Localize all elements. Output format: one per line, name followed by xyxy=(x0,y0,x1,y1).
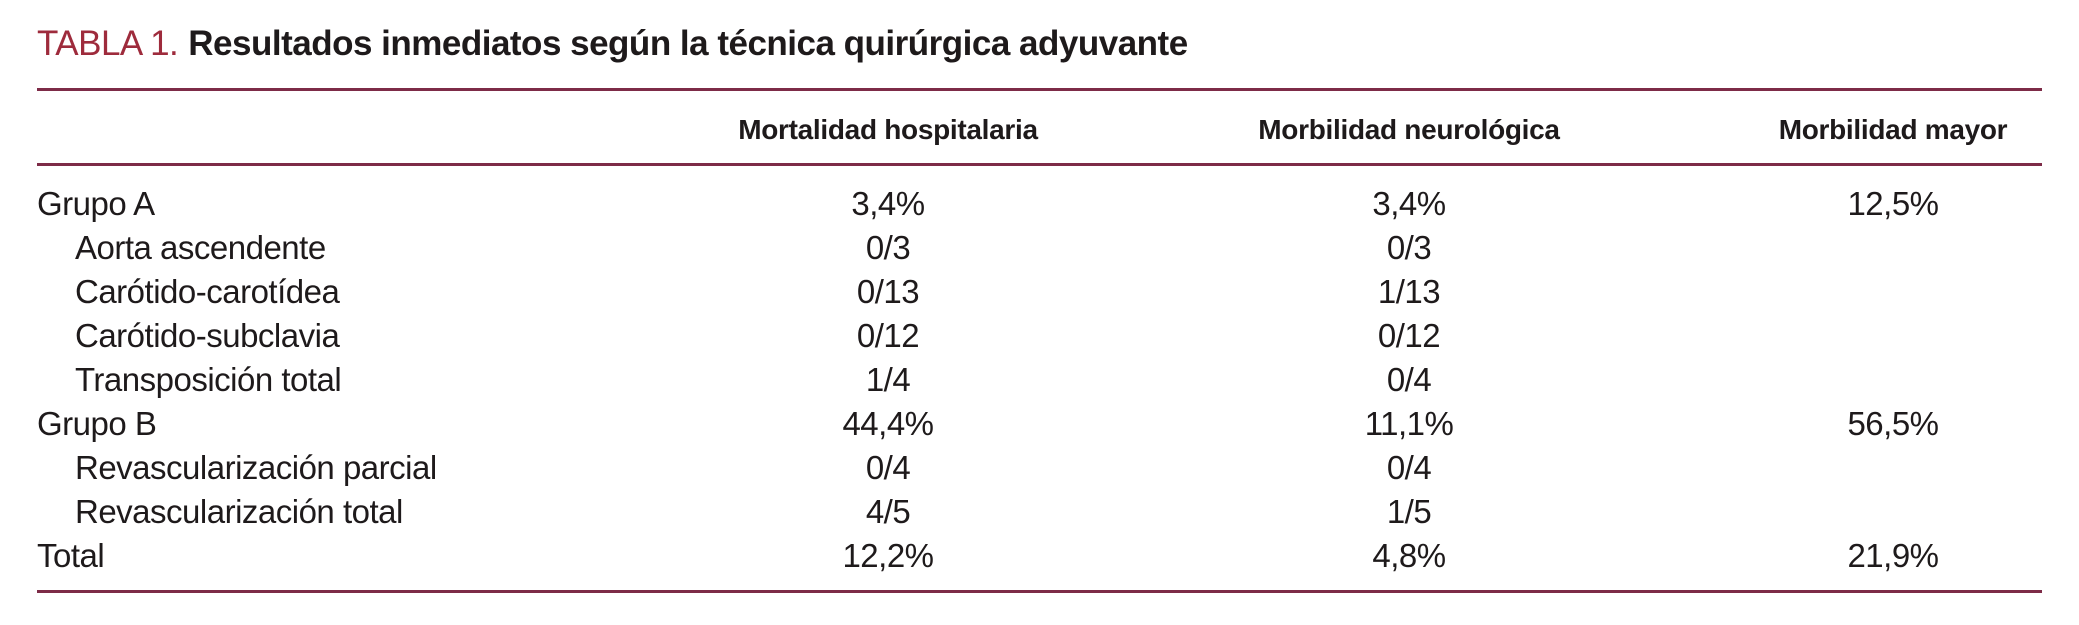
value-cell: 21,9% xyxy=(1847,537,1939,574)
value-cell: 3,4% xyxy=(1372,185,1446,222)
row-label: Aorta ascendente xyxy=(75,229,326,266)
value-cell: 56,5% xyxy=(1847,405,1939,442)
corner-cell xyxy=(37,90,702,165)
results-table xyxy=(37,88,2042,593)
table-row xyxy=(37,402,2042,446)
table-row xyxy=(37,490,2042,534)
value-cell xyxy=(1744,270,2042,314)
value-cell: 12,5% xyxy=(1847,185,1939,222)
column-header-mortalidad-hospitalaria: Mortalidad hospitalaria xyxy=(702,90,1074,165)
value-cell: 0/4 xyxy=(1386,449,1432,486)
value-cell: 0/3 xyxy=(1386,229,1432,266)
value-cell: 3,4% xyxy=(851,185,925,222)
value-cell: 1/4 xyxy=(865,361,911,398)
value-cell: 4/5 xyxy=(865,493,911,530)
table-figure xyxy=(37,0,2042,593)
table-body xyxy=(37,165,2042,592)
table-row xyxy=(37,314,2042,358)
value-cell xyxy=(1744,490,2042,534)
value-cell xyxy=(1744,226,2042,270)
table-row xyxy=(37,534,2042,592)
table-row xyxy=(37,226,2042,270)
value-cell: 0/3 xyxy=(865,229,911,266)
column-header-morbilidad-neurologica: Morbilidad neurológica xyxy=(1074,90,1744,165)
column-header-morbilidad-mayor: Morbilidad mayor xyxy=(1744,90,2042,165)
value-cell: 11,1% xyxy=(1364,405,1454,442)
value-cell: 1/5 xyxy=(1386,493,1432,530)
table-header xyxy=(37,90,2042,165)
row-label: Carótido-subclavia xyxy=(75,317,340,354)
value-cell: 0/4 xyxy=(865,449,911,486)
row-label: Revascularización total xyxy=(75,493,403,530)
table-row xyxy=(37,358,2042,402)
table-caption-label: TABLA 1. xyxy=(37,24,179,63)
header-row xyxy=(37,90,2042,165)
value-cell: 0/13 xyxy=(856,273,920,310)
table-caption-title: Resultados inmediatos según la técnica quirúrgica adyuvante xyxy=(188,24,1188,63)
value-cell: 0/12 xyxy=(856,317,920,354)
row-label: Grupo B xyxy=(37,405,157,442)
row-label: Grupo A xyxy=(37,185,155,222)
value-cell: 0/4 xyxy=(1386,361,1432,398)
value-cell xyxy=(1744,446,2042,490)
row-label: Total xyxy=(37,537,105,574)
value-cell xyxy=(1744,314,2042,358)
value-cell xyxy=(1744,358,2042,402)
value-cell: 4,8% xyxy=(1372,537,1446,574)
value-cell: 0/12 xyxy=(1377,317,1441,354)
value-cell: 12,2% xyxy=(842,537,934,574)
value-cell: 44,4% xyxy=(842,405,934,442)
table-row xyxy=(37,270,2042,314)
row-label: Transposición total xyxy=(75,361,342,398)
value-cell: 1/13 xyxy=(1377,273,1441,310)
table-row xyxy=(37,165,2042,227)
row-label: Revascularización parcial xyxy=(75,449,437,486)
row-label: Carótido-carotídea xyxy=(75,273,340,310)
table-caption xyxy=(37,0,2042,88)
table-row xyxy=(37,446,2042,490)
